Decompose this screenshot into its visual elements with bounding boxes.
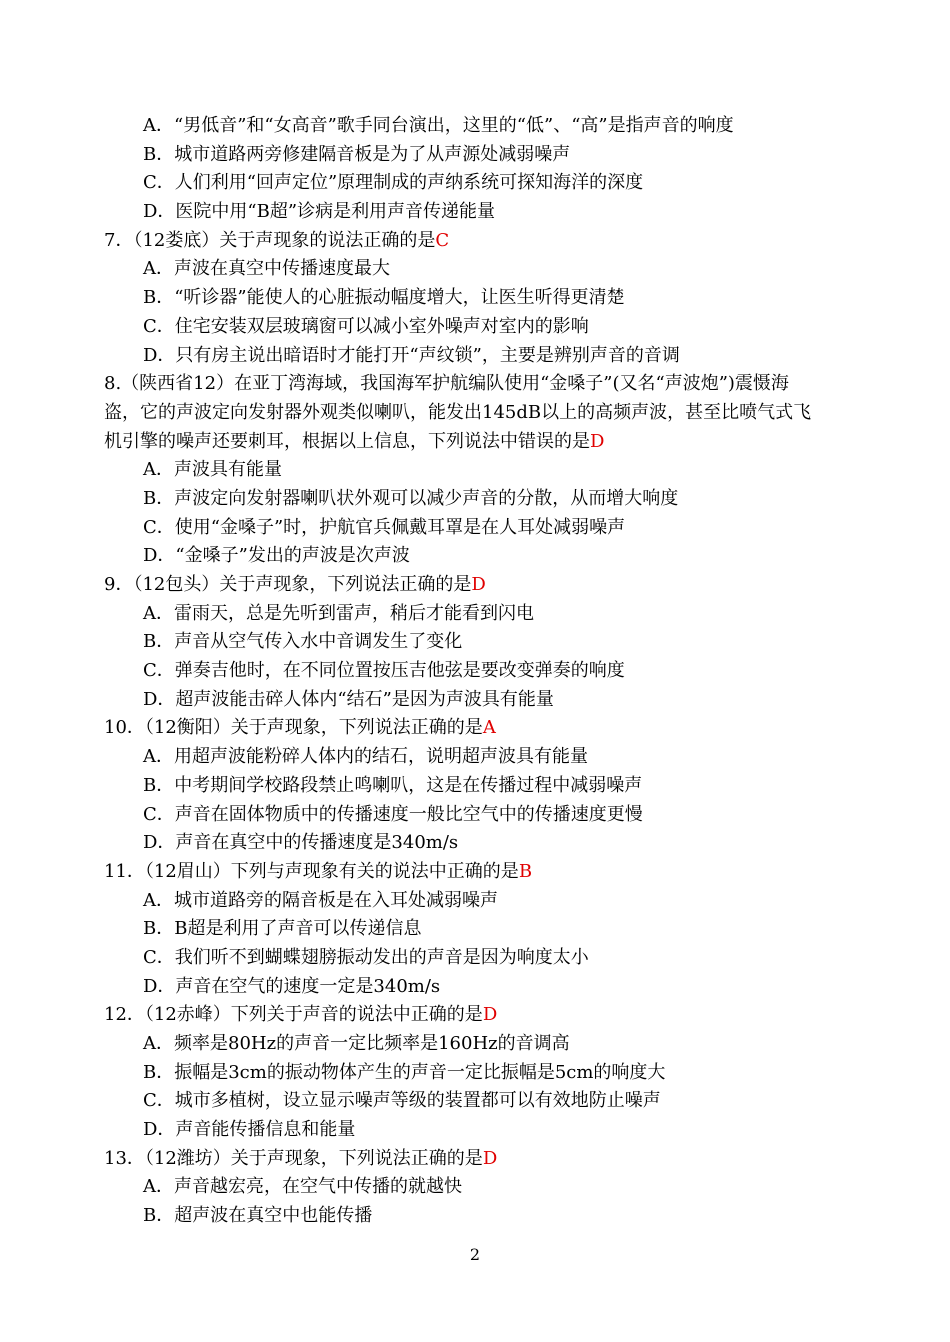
option-d: D．医院中用“B超”诊病是利用声音传递能量 <box>143 201 496 223</box>
option-b: B．B超是利用了声音可以传递信息 <box>143 918 422 940</box>
option-d: D．声音能传播信息和能量 <box>143 1119 356 1141</box>
option-c: C．声音在固体物质中的传播速度一般比空气中的传播速度更慢 <box>143 803 643 825</box>
option-d: D．超声波能击碎人体内“结石”是因为声波具有能量 <box>143 688 554 710</box>
option-b: B．城市道路两旁修建隔音板是为了从声源处减弱噪声 <box>143 143 571 165</box>
question-8-stem-line-2: 盗，它的声波定向发射器外观类似喇叭，能发出145dB以上的高频声波，甚至比喷气式飞 <box>104 401 812 423</box>
option-b: B．振幅是3cm的振动物体产生的声音一定比振幅是5cm的响度大 <box>143 1061 666 1083</box>
option-c: C．使用“金嗓子”时，护航官兵佩戴耳罩是在人耳处减弱噪声 <box>143 516 626 538</box>
question-stem-text: 9．（12包头）关于声现象，下列说法正确的是 <box>104 574 472 595</box>
question-stem-text: 12．（12赤峰）下列关于声音的说法中正确的是 <box>104 1004 483 1026</box>
question-9-stem <box>0 571 950 600</box>
option-c: C．人们利用“回声定位”原理制成的声纳系统可探知海洋的深度 <box>143 172 644 194</box>
question-7-answer: C <box>435 229 450 251</box>
question-12-answer: D <box>482 1004 498 1026</box>
option-c: C．弹奏吉他时，在不同位置按压吉他弦是要改变弹奏的响度 <box>143 660 625 682</box>
option-a: A．频率是80Hz的声音一定比频率是160Hz的音调高 <box>143 1033 570 1054</box>
option-c: C．我们听不到蝴蝶翅膀振动发出的声音是因为响度太小 <box>143 946 589 968</box>
option-d: D．“金嗓子”发出的声波是次声波 <box>143 545 410 567</box>
option-c: C．住宅安装双层玻璃窗可以减小室外噪声对室内的影响 <box>143 315 589 337</box>
option-a: A．声音越宏亮，在空气中传播的就越快 <box>143 1176 462 1198</box>
question-8-answer: D <box>590 430 605 452</box>
question-10-stem <box>0 714 950 743</box>
option-b: B．超声波在真空中也能传播 <box>143 1205 373 1227</box>
option-a: A．雷雨天，总是先听到雷声，稍后才能看到闪电 <box>143 602 534 624</box>
option-d: D．声音在空气的速度一定是340m/s <box>143 975 441 997</box>
question-8-stem-line-1: 8.（陕西省12）在亚丁湾海域，我国海军护航编队使用“金嗓子”(又名“声波炮”)震慑海 <box>104 373 789 395</box>
question-stem-text: 10．（12衡阳）关于声现象，下列说法正确的是 <box>104 717 483 739</box>
question-stem-text: 13．（12潍坊）关于声现象，下列说法正确的是 <box>104 1147 483 1169</box>
question-12-stem <box>0 1001 950 1030</box>
question-7-stem <box>0 227 950 256</box>
option-a: A．用超声波能粉碎人体内的结石，说明超声波具有能量 <box>143 746 588 768</box>
option-b: B．声波定向发射器喇叭状外观可以减少声音的分散，从而增大响度 <box>143 487 679 509</box>
question-11-answer: B <box>518 860 533 882</box>
option-c: C．城市多植树，设立显示噪声等级的装置都可以有效地防止噪声 <box>143 1090 661 1112</box>
option-a: A．城市道路旁的隔音板是在入耳处减弱噪声 <box>143 889 498 911</box>
question-stem-text: 机引擎的噪声还要刺耳，根据以上信息，下列说法中错误的是 <box>104 430 590 452</box>
document-page <box>0 112 950 1231</box>
question-11-stem <box>0 858 950 887</box>
question-13-stem <box>0 1145 950 1174</box>
question-8-stem-line-3 <box>0 428 846 457</box>
option-d: D．只有房主说出暗语时才能打开“声纹锁”，主要是辨别声音的音调 <box>143 344 680 366</box>
option-a: A．“男低音”和“女高音”歌手同台演出，这里的“低”、“高”是指声音的响度 <box>143 115 734 136</box>
question-10-answer: A <box>482 717 496 739</box>
question-13-answer: D <box>482 1147 498 1169</box>
option-b: B．中考期间学校路段禁止鸣喇叭，这是在传播过程中减弱噪声 <box>143 774 643 796</box>
option-b: B．“听诊器”能使人的心脏振动幅度增大，让医生听得更清楚 <box>143 287 625 309</box>
question-9-answer: D <box>471 574 486 595</box>
option-a: A．声波具有能量 <box>143 459 282 481</box>
question-stem-text: 11．（12眉山）下列与声现象有关的说法中正确的是 <box>104 860 519 882</box>
question-stem-text: 7．（12娄底）关于声现象的说法正确的是 <box>104 229 436 251</box>
option-a: A．声波在真空中传播速度最大 <box>143 258 390 280</box>
option-b: B．声音从空气传入水中音调发生了变化 <box>143 631 463 653</box>
option-d: D．声音在真空中的传播速度是340m/s <box>143 832 459 854</box>
page-number: 2 <box>469 1245 481 1264</box>
